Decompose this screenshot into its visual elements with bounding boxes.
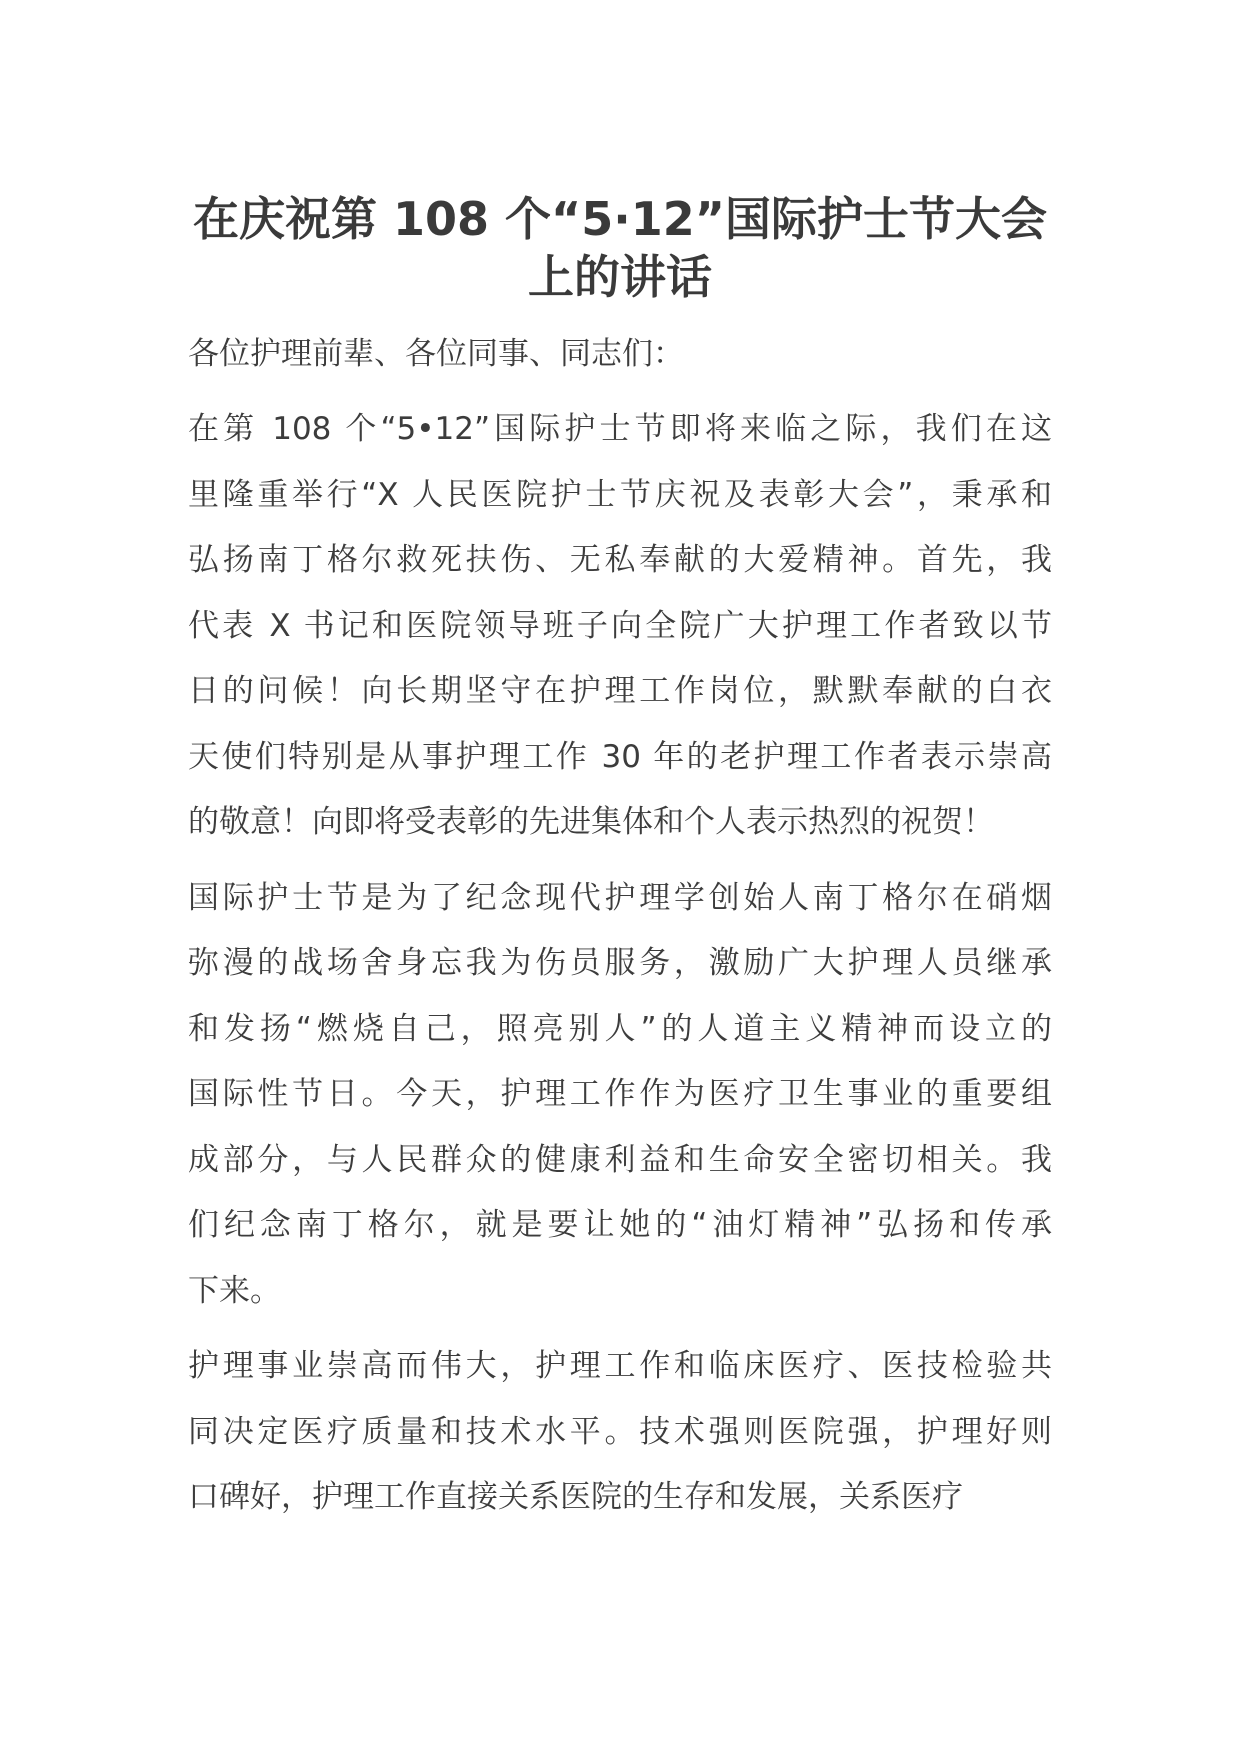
text-line: 护理事业崇高而伟大，护理工作和临床医疗、医技检验共 <box>188 1348 1052 1384</box>
salutation: 各位护理前辈、各位同事、同志们： <box>188 336 684 372</box>
text-line: 日的问候！向长期坚守在护理工作岗位，默默奉献的白衣 <box>188 673 1052 709</box>
text-line: 和发扬“燃烧自己，照亮别人”的人道主义精神而设立的 <box>188 1010 1052 1047</box>
text-line: 同决定医疗质量和技术水平。技术强则医院强，护理好则 <box>188 1413 1052 1450</box>
paragraph-3 <box>188 1334 1052 1531</box>
text-line: 成部分，与人民群众的健康利益和生命安全密切相关。我 <box>188 1141 1052 1178</box>
text-line: 在第 108 个“5•12”国际护士节即将来临之际，我们在这 <box>188 411 1052 447</box>
text-line: 天使们特别是从事护理工作 30 年的老护理工作者表示崇高 <box>188 738 1052 775</box>
text-line: 的敬意！向即将受表彰的先进集体和个人表示热烈的祝贺！ <box>188 804 994 840</box>
text-line: 国际护士节是为了纪念现代护理学创始人南丁格尔在硝烟 <box>188 879 1052 916</box>
text-line: 代表 X 书记和医院领导班子向全院广大护理工作者致以节 <box>188 607 1052 644</box>
text-line: 下来。 <box>188 1272 281 1309</box>
paragraph-2 <box>188 866 1052 1325</box>
text-line: 们纪念南丁格尔，就是要让她的“油灯精神”弘扬和传承 <box>188 1207 1052 1243</box>
title-line: 在庆祝第 108 个“5·12”国际护士节大会 <box>192 192 1047 246</box>
text-line: 国际性节日。今天，护理工作作为医疗卫生事业的重要组 <box>188 1076 1052 1112</box>
title-line: 上的讲话 <box>528 250 712 304</box>
text-line: 弘扬南丁格尔救死扶伤、无私奉献的大爱精神。首先，我 <box>188 542 1052 578</box>
text-line: 弥漫的战场舍身忘我为伤员服务，激励广大护理人员继承 <box>188 945 1052 981</box>
text-line: 里隆重举行“X 人民医院护士节庆祝及表彰大会”，秉承和 <box>188 476 1052 513</box>
document-page <box>188 190 1052 1541</box>
document-title <box>188 190 1052 306</box>
text-line: 口碑好，护理工作直接关系医院的生存和发展，关系医疗 <box>188 1479 963 1515</box>
paragraph-1 <box>188 397 1052 856</box>
